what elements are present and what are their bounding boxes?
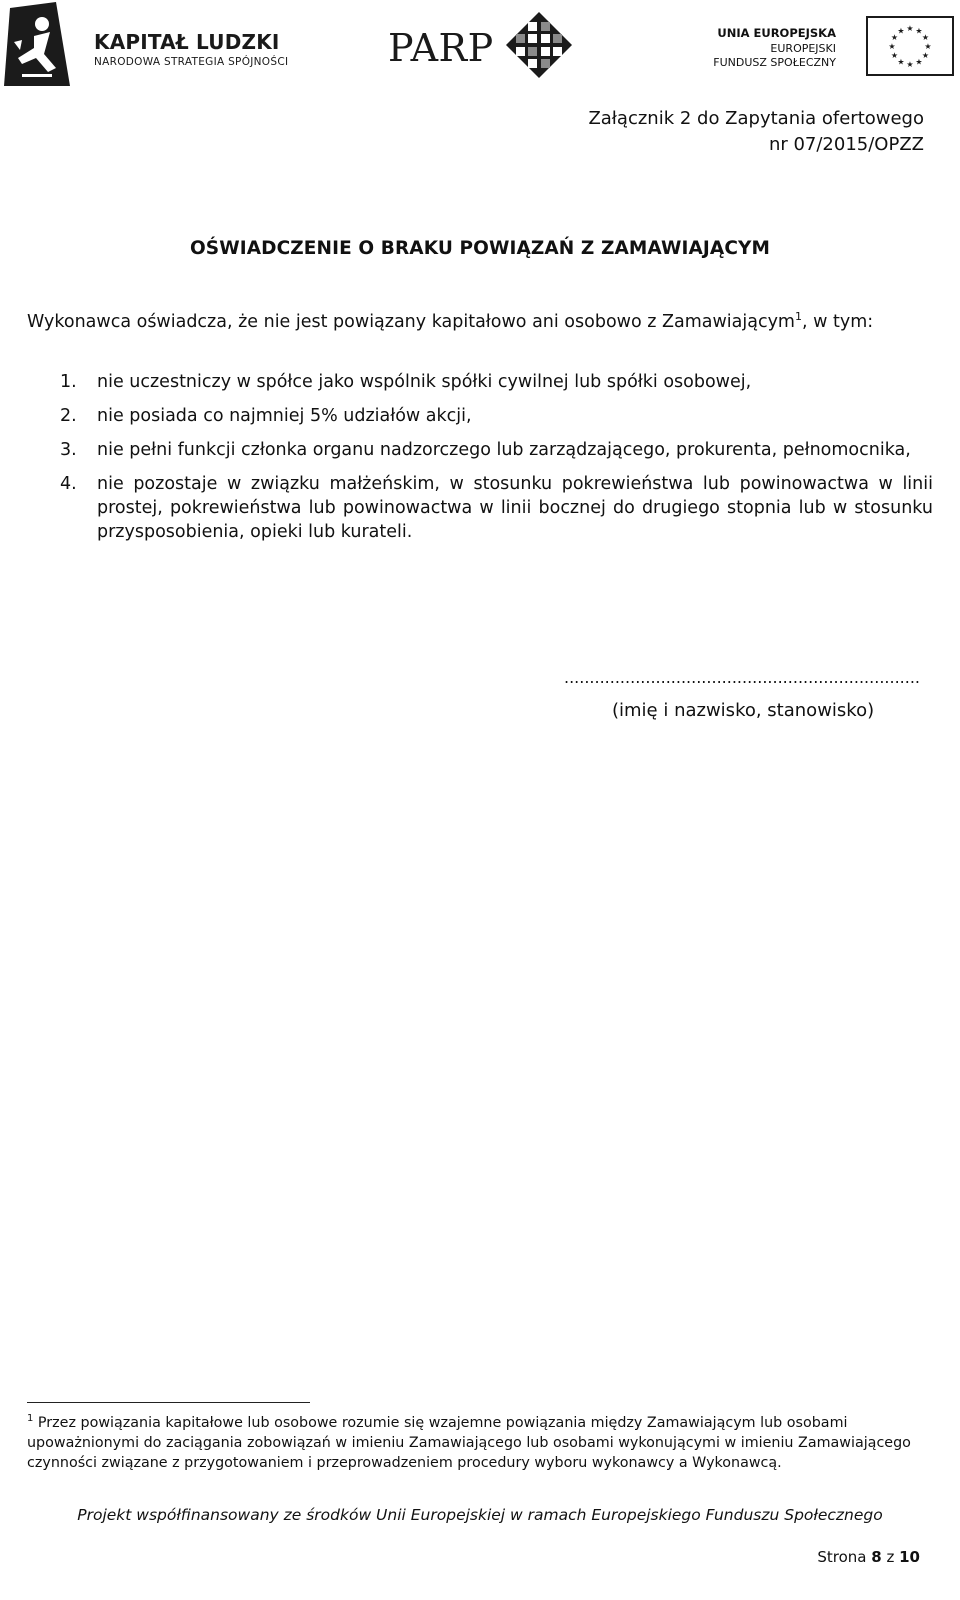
footnote (27, 1413, 927, 1473)
eu-logo-line3: FUNDUSZ SPOŁECZNY (713, 56, 836, 69)
signature-line: ...................................................................... (563, 668, 920, 687)
document-title: OŚWIADCZENIE O BRAKU POWIĄZAŃ Z ZAMAWIAJĄCYM (189, 238, 770, 259)
svg-text:★: ★ (897, 26, 905, 36)
list-item (60, 404, 933, 428)
kapital-ludzki-title: KAPITAŁ LUDZKI (94, 30, 280, 54)
kapital-ludzki-emblem-icon (4, 2, 74, 88)
intro-text: Wykonawca oświadcza, że nie jest powiązany kapitałowo ani osobowo z Zamawiającym (27, 312, 795, 332)
declaration-list (60, 370, 933, 554)
svg-text:★: ★ (915, 57, 923, 67)
page-number (817, 1548, 920, 1566)
svg-text:★: ★ (924, 42, 932, 51)
annex-reference (588, 106, 924, 158)
svg-text:★: ★ (906, 24, 914, 33)
list-item-text: nie uczestniczy w spółce jako wspólnik spółki cywilnej lub spółki osobowej, (97, 372, 752, 392)
list-item-number: 4. (60, 474, 77, 494)
page-current: 8 (871, 1548, 882, 1566)
kapital-ludzki-logo (4, 2, 304, 88)
footnote-reference: 1 (794, 310, 802, 324)
list-item (60, 438, 933, 462)
list-item-number: 2. (60, 406, 77, 426)
svg-text:★: ★ (890, 51, 899, 60)
annex-line1: Załącznik 2 do Zapytania ofertowego (588, 108, 924, 129)
svg-text:★: ★ (915, 26, 923, 36)
eu-logo-line1: UNIA EUROPEJSKA (717, 26, 836, 40)
parp-logo (388, 12, 578, 82)
intro-paragraph (27, 310, 933, 334)
eu-logo-line2: EUROPEJSKI (770, 42, 836, 55)
parp-name: PARP (388, 26, 494, 70)
kapital-ludzki-subtitle: NARODOWA STRATEGIA SPÓJNOŚCI (94, 56, 289, 68)
annex-line2: nr 07/2015/OPZZ (768, 134, 924, 155)
svg-text:★: ★ (921, 33, 930, 42)
list-item-text: nie pozostaje w związku małżeńskim, w stosunku pokrewieństwa lub powinowactwa w linii prostej, pokrewieństwa lub powinowactwa w linii bocznej do drugiego stopnia lub w stosunku przysposobienia, opieki lub kurateli. (97, 474, 933, 542)
intro-text-after: , w tym: (801, 312, 874, 332)
list-item-number: 1. (60, 372, 77, 392)
list-item-text: nie posiada co najmniej 5% udziałów akcji, (97, 406, 472, 426)
list-item-text: nie pełni funkcji członka organu nadzorczego lub zarządzającego, prokurenta, pełnomocnika, (97, 440, 911, 460)
svg-text:★: ★ (890, 33, 899, 42)
list-item (60, 370, 933, 394)
list-item-number: 3. (60, 440, 77, 460)
footnote-divider (27, 1402, 310, 1403)
page-prefix: Strona (817, 1548, 867, 1566)
list-item (60, 472, 933, 544)
signature-label: (imię i nazwisko, stanowisko) (612, 700, 875, 721)
page-total: 10 (899, 1548, 920, 1566)
svg-text:★: ★ (897, 57, 905, 67)
eu-logo (713, 14, 960, 84)
footnote-number: 1 (27, 1413, 34, 1425)
parp-diamond-icon (506, 12, 572, 78)
svg-text:★: ★ (888, 42, 896, 51)
project-cofinancing-note: Projekt współfinansowany ze środków Unii Europejskiej w ramach Europejskiego Funduszu Społecznego (77, 1506, 883, 1524)
footnote-text: Przez powiązania kapitałowe lub osobowe rozumie się wzajemne powiązania między Zamawiającym lub osobami upoważnionymi do zaciągania zobowiązań w imieniu Zamawiającego lub osobami wykonującymi w imieniu Zamawiającego czynności związane z przygotowaniem i przeprowadzeniem procedury wyboru wykonawcy a Wykonawcą. (27, 1415, 911, 1471)
page-separator: z (886, 1548, 895, 1566)
svg-text:★: ★ (906, 60, 914, 69)
eu-flag-icon (866, 16, 954, 76)
svg-text:★: ★ (921, 51, 930, 60)
